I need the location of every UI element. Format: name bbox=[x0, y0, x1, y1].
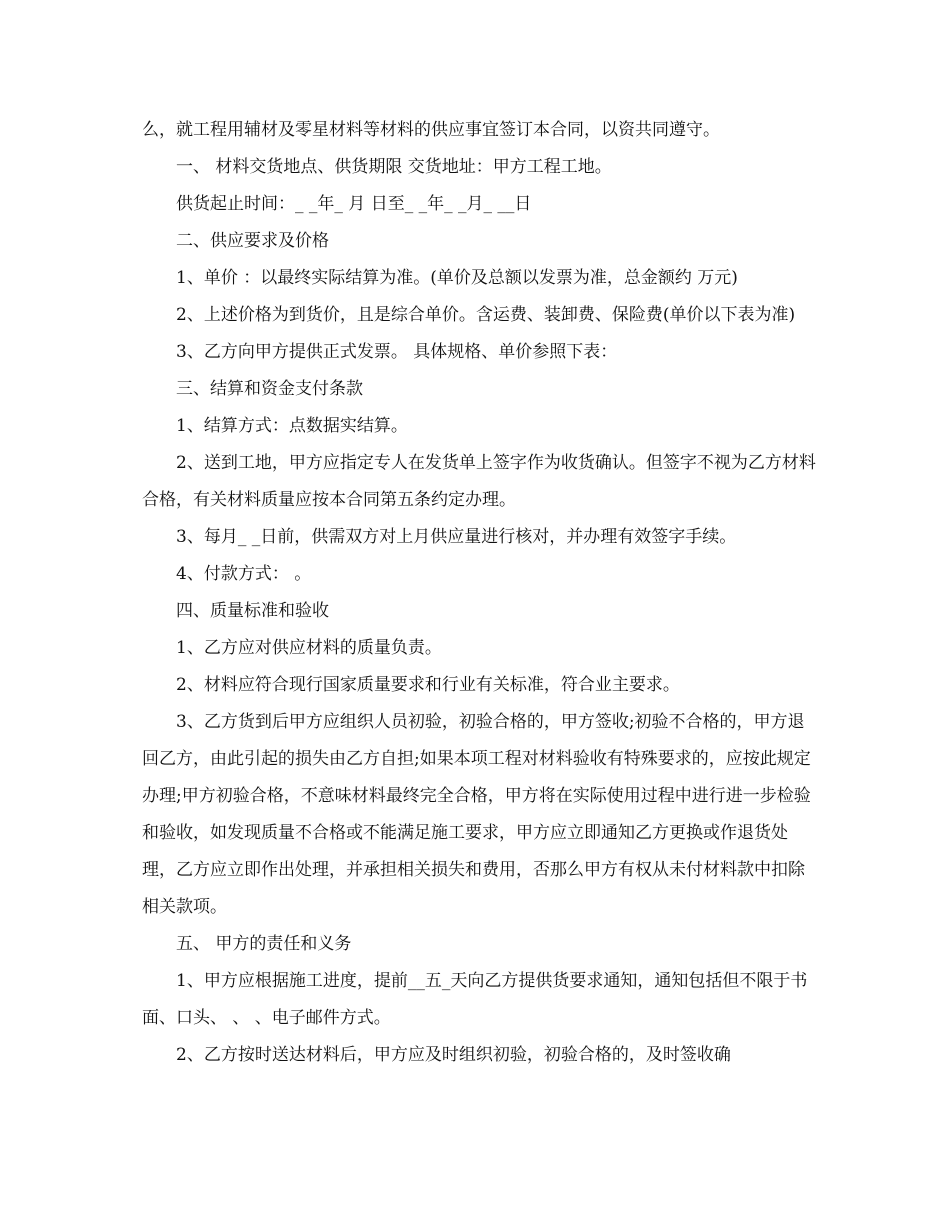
clause-3-2-site-delivery: 2、送到工地，甲方应指定专人在发货单上签字作为收货确认。但签字不视为乙方材料合格，有关材料质量应按本合同第五条约定办理。 bbox=[142, 453, 816, 510]
clause-3-1-settlement-method: 1、结算方式：点数据实结算。 bbox=[176, 416, 408, 436]
clause-3-3-monthly-check: 3、每月_ _日前，供需双方对上月供应量进行核对，并办理有效签字手续。 bbox=[176, 527, 737, 547]
document-body bbox=[142, 112, 818, 1074]
clause-2-2-delivered-price: 2、上述价格为到货价，且是综合单价。含运费、装卸费、保险费(单价以下表为准) bbox=[176, 305, 796, 325]
clause-4-1-quality-responsibility: 1、乙方应对供应材料的质量负责。 bbox=[176, 638, 442, 658]
clause-5-1-notice: 1、甲方应根据施工进度，提前__五_天向乙方提供货要求通知，通知包括但不限于书面、口头、 、 、电子邮件方式。 bbox=[142, 971, 808, 1028]
section-2-heading: 二、供应要求及价格 bbox=[176, 231, 329, 251]
clause-3-4-payment-method: 4、付款方式： 。 bbox=[176, 564, 312, 584]
clause-5-2-acceptance: 2、乙方按时送达材料后，甲方应及时组织初验，初验合格的，及时签收确 bbox=[176, 1045, 731, 1065]
clause-2-1-unit-price: 1、单价 ：以最终实际结算为准。(单价及总额以发票为准，总金额约 万元) bbox=[176, 268, 738, 288]
section-3-heading: 三、结算和资金支付条款 bbox=[176, 379, 363, 399]
section-5-heading: 五、 甲方的责任和义务 bbox=[176, 934, 352, 954]
section-1-heading: 一、 材料交货地点、供货期限 交货地址：甲方工程工地。 bbox=[176, 157, 612, 177]
clause-2-3-invoice: 3、乙方向甲方提供正式发票。 具体规格、单价参照下表： bbox=[176, 342, 618, 362]
section-4-heading: 四、质量标准和验收 bbox=[176, 601, 329, 621]
clause-4-2-standards: 2、材料应符合现行国家质量要求和行业有关标准，符合业主要求。 bbox=[176, 675, 680, 695]
clause-4-3-inspection: 3、乙方货到后甲方应组织人员初验，初验合格的，甲方签收;初验不合格的，甲方退回乙方，由此引起的损失由乙方自担;如果本项工程对材料验收有特殊要求的，应按此规定办理;甲方初验合格，不意味材料最终完全合格，甲方将在实际使用过程中进行进一步检验和验收，如发现质量不合格或不能满足施工要求，甲方应立即通知乙方更换或作退货处理，乙方应立即作出处理，并承担相关损失和费用，否那么甲方有权从未付材料款中扣除相关款项。 bbox=[142, 712, 811, 917]
paragraph-opening-continuation: 么，就工程用辅材及零星材料等材料的供应事宜签订本合同，以资共同遵守。 bbox=[142, 120, 720, 140]
supply-period: 供货起止时间：_ _年_ 月 日至_ _年_ _月_ __日 bbox=[176, 194, 532, 214]
